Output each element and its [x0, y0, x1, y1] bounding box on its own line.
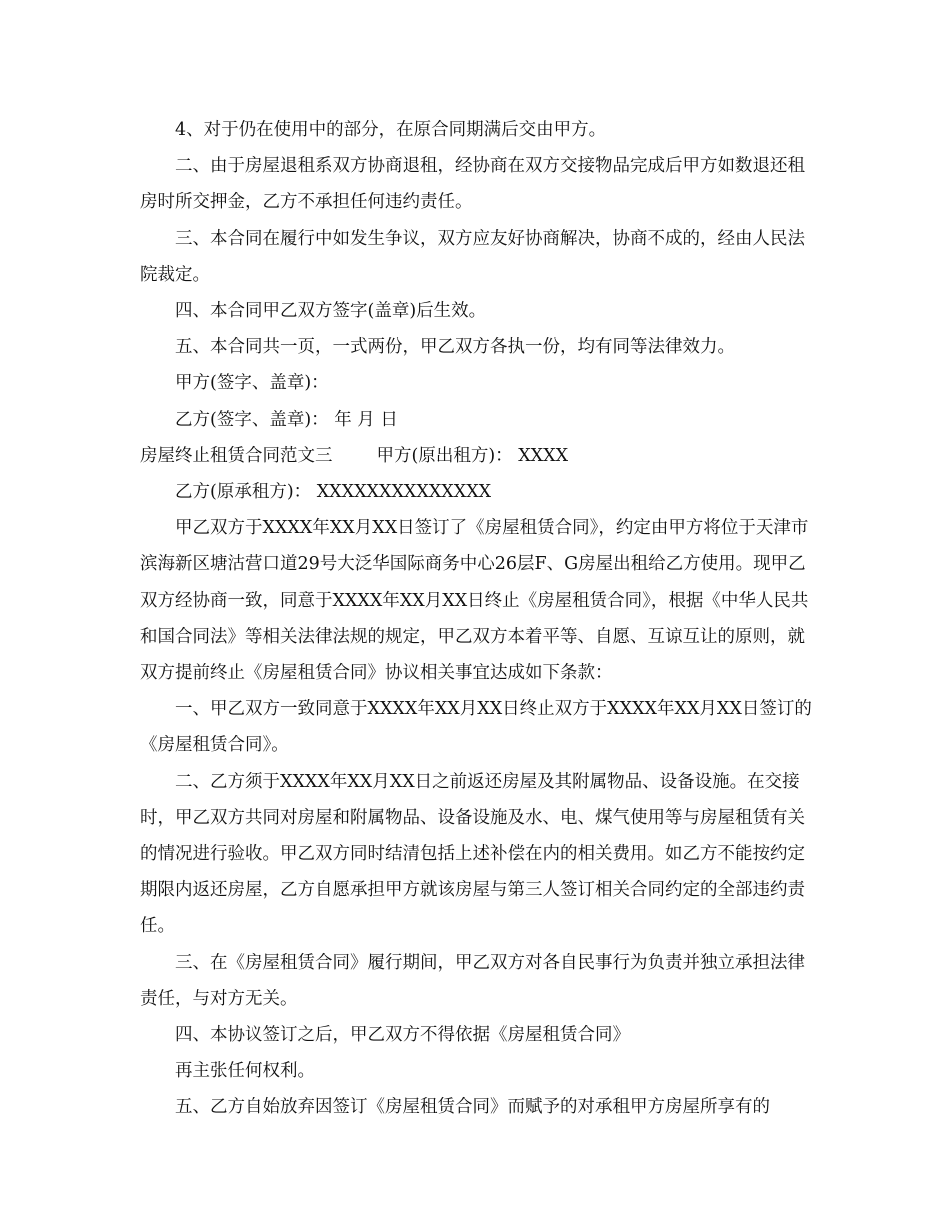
body-paragraph: 四、本协议签订之后，甲乙双方不得依据《房屋租赁合同》: [175, 1025, 630, 1046]
body-paragraph: 五、乙方自始放弃因签订《房屋租赁合同》而赋予的对承租甲方房屋所享有的: [175, 1097, 770, 1118]
clause-paragraph: 二、由于房屋退租系双方协商退租，经协商在双方交接物品完成后甲方如数退还租房时所交押金，乙方不承担任何违约责任。: [140, 156, 805, 213]
clause-paragraph: 三、本合同在履行中如发生争议，双方应友好协商解决，协商不成的，经由人民法院裁定。: [140, 228, 805, 285]
party-a-line: 甲方(原出租方)： XXXX: [376, 445, 569, 466]
body-paragraph: 三、在《房屋租赁合同》履行期间，甲乙双方对各自民事行为负责并独立承担法律责任，与对方无关。: [140, 952, 805, 1009]
clause-paragraph: 四、本合同甲乙双方签字(盖章)后生效。: [175, 301, 487, 322]
signature-line-party-a: 甲方(签字、盖章)：: [175, 373, 329, 394]
signature-line-party-b: 乙方(签字、盖章)： 年 月 日: [175, 409, 398, 430]
document-body: [140, 112, 812, 1126]
body-paragraph: 甲乙双方于XXXX年XX月XX日签订了《房屋租赁合同》，约定由甲方将位于天津市滨海新区塘沽营口道29号大泛华国际商务中心26层F、G房屋出租给乙方使用。现甲乙双方经协商一致，同意于XXXX年XX月XX日终止《房屋租赁合同》，根据《中华人民共和国合同法》等相关法律法规的规定，甲乙双方本着平等、自愿、互谅互让的原则，就双方提前终止《房屋租赁合同》协议相关事宜达成如下条款：: [140, 518, 809, 684]
clause-paragraph: 4、对于仍在使用中的部分，在原合同期满后交由甲方。: [175, 120, 607, 140]
party-b-line: 乙方(原承租方)： XXXXXXXXXXXXXX: [175, 482, 492, 503]
body-paragraph: 再主张任何权利。: [175, 1061, 315, 1082]
body-paragraph: 一、甲乙双方一致同意于XXXX年XX月XX日终止双方于XXXX年XX月XX日签订的《房屋租赁合同》。: [140, 699, 812, 756]
section-title: 房屋终止租赁合同范文三: [140, 445, 333, 466]
body-paragraph: 二、乙方须于XXXX年XX月XX日之前返还房屋及其附属物品、设备设施。在交接时，甲乙双方共同对房屋和附属物品、设备设施及水、电、煤气使用等与房屋租赁有关的情况进行验收。甲乙双方同时结清包括上述补偿在内的相关费用。如乙方不能按约定期限内返还房屋，乙方自愿承担甲方就该房屋与第三人签订相关合同约定的全部违约责任。: [140, 771, 805, 937]
clause-paragraph: 五、本合同共一页，一式两份，甲乙双方各执一份，均有同等法律效力。: [175, 337, 735, 358]
section-title-line: [140, 438, 812, 474]
